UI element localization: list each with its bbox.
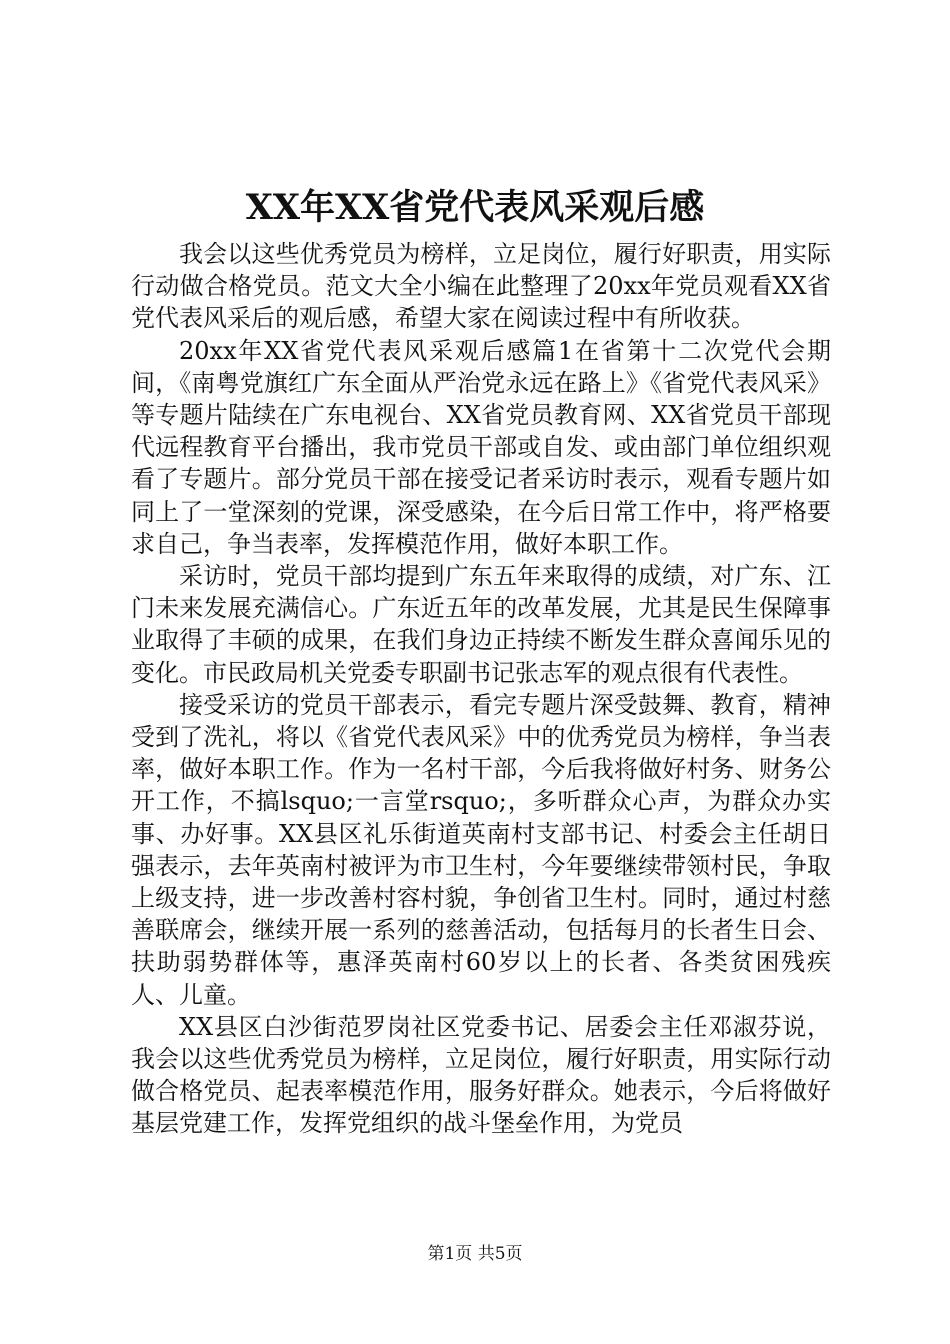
paragraph-interview: 采访时，党员干部均提到广东五年来取得的成绩，对广东、江门未来发展充满信心。广东近五年的改革发展，尤其是民生保障事业取得了丰硕的成果，在我们身边正持续不断发生群众喜闻乐见的变化。市民政局机关党委专职副书记张志军的观点很有代表性。 [131, 562, 831, 687]
page-number-footer: 第1页 共5页 [427, 1244, 523, 1264]
paragraph-article-1: 20xx年XX省党代表风采观后感篇1在省第十二次党代会期间，《南粤党旗红广东全面从严治党永远在路上》《省党代表风采》等专题片陆续在广东电视台、XX省党员教育网、XX省党员干部现代远程教育平台播出，我市党员干部或自发、或由部门单位组织观看了专题片。部分党员干部在接受记者采访时表示，观看专题片如同上了一堂深刻的党课，深受感染，在今后日常工作中，将严格要求自己，争当表率，发挥模范作用，做好本职工作。 [131, 336, 831, 558]
document-title: XX年XX省党代表风采观后感 [245, 187, 705, 228]
paragraph-community-secretary: XX县区白沙街范罗岗社区党委书记、居委会主任邓淑芬说，我会以这些优秀党员为榜样，立足岗位，履行好职责，用实际行动做合格党员、起表率模范作用，服务好群众。她表示，今后将做好基层党建工作，发挥党组织的战斗堡垒作用，为党员 [131, 1012, 831, 1138]
paragraph-village-cadre: 接受采访的党员干部表示，看完专题片深受鼓舞、教育，精神受到了洗礼，将以《省党代表风采》中的优秀党员为榜样，争当表率，做好本职工作。作为一名村干部，今后我将做好村务、财务公开工作，不搞lsquo;一言堂rsquo;，多听群众心声，为群众办实事、办好事。XX县区礼乐街道英南村支部书记、村委会主任胡日强表示，去年英南村被评为市卫生村，今年要继续带领村民，争取上级支持，进一步改善村容村貌，争创省卫生村。同时，通过村慈善联席会，继续开展一系列的慈善活动，包括每月的长者生日会、扶助弱势群体等，惠泽英南村60岁以上的长者、各类贫困残疾人、儿童。 [131, 690, 831, 1009]
paragraph-intro: 我会以这些优秀党员为榜样，立足岗位，履行好职责，用实际行动做合格党员。范文大全小编在此整理了20xx年党员观看XX省党代表风采后的观后感，希望大家在阅读过程中有所收获。 [131, 240, 831, 333]
document-body [131, 238, 831, 1140]
